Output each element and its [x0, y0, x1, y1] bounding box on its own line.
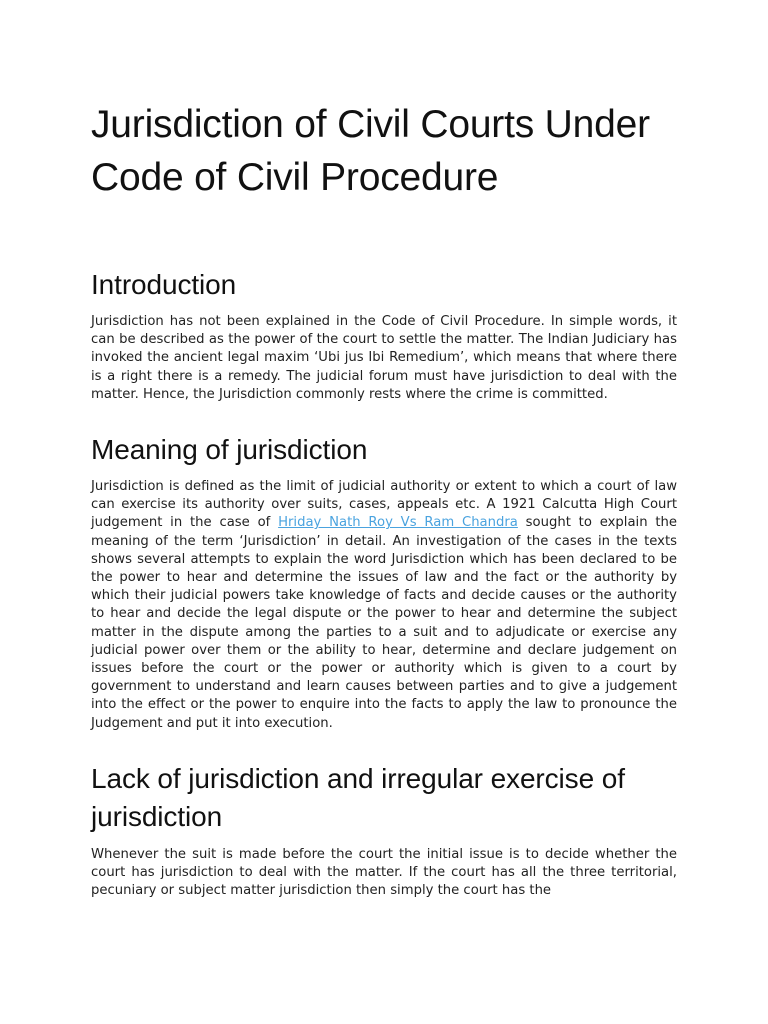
section-heading-introduction: Introduction	[91, 269, 237, 300]
meaning-text-before-link: Jurisdiction is defined as the limit of judicial authority or extent to which a court of law can exercise its authority over suits, cases, appeals etc. A 1921 Calcutta High Court judgement in the case of	[91, 479, 677, 531]
document-page	[91, 98, 677, 927]
page-title: Jurisdiction of Civil Courts Under Code of Civil Procedure	[91, 103, 650, 199]
section-lack-of-jurisdiction	[91, 760, 677, 901]
case-link-hriday-nath-roy[interactable]: Hriday Nath Roy Vs Ram Chandra	[278, 515, 518, 531]
section-introduction	[91, 266, 677, 404]
lack-paragraph: Whenever the suit is made before the court the initial issue is to decide whether the court has jurisdiction to deal with the matter. If the court has all the three territorial, pecuniary or subject matter jurisdiction then simply the court has the	[91, 846, 677, 899]
section-heading-meaning: Meaning of jurisdiction	[91, 434, 368, 466]
meaning-text-after-link: sought to explain the meaning of the term ‘Jurisdiction’ in detail. An investigation of the cases in the texts shows several attempts to explain the word Jurisdiction which has been declared to be the power to hear and determine the issues of law and the fact or the authority by which their judicial powers take knowledge of facts and decide causes or the authority to hear and decide the legal dispute or the power to hear and determine the subject matter in the dispute among the parties to a suit and to adjudicate or exercise any judicial power over them or the ability to hear, determine and declare judgement on issues before the court or the power or authority which is given to a court by government to understand and learn causes between parties and to give a judgement into the effect or the power to enquire into the facts to apply the law to pronounce the Judgement and put it into execution.	[91, 515, 677, 731]
section-meaning	[91, 431, 677, 733]
section-heading-lack-of-jurisdiction: Lack of jurisdiction and irregular exercise of jurisdiction	[91, 762, 625, 832]
introduction-paragraph: Jurisdiction has not been explained in the Code of Civil Procedure. In simple words, it can be described as the power of the court to settle the matter. The Indian Judiciary has invoked the ancient legal maxim ‘Ubi jus Ibi Remedium’, which means that where there is a right there is a remedy. The judicial forum must have jurisdiction to deal with the matter. Hence, the Jurisdiction commonly rests where the crime is committed.	[91, 314, 677, 402]
meaning-paragraph	[91, 478, 677, 733]
